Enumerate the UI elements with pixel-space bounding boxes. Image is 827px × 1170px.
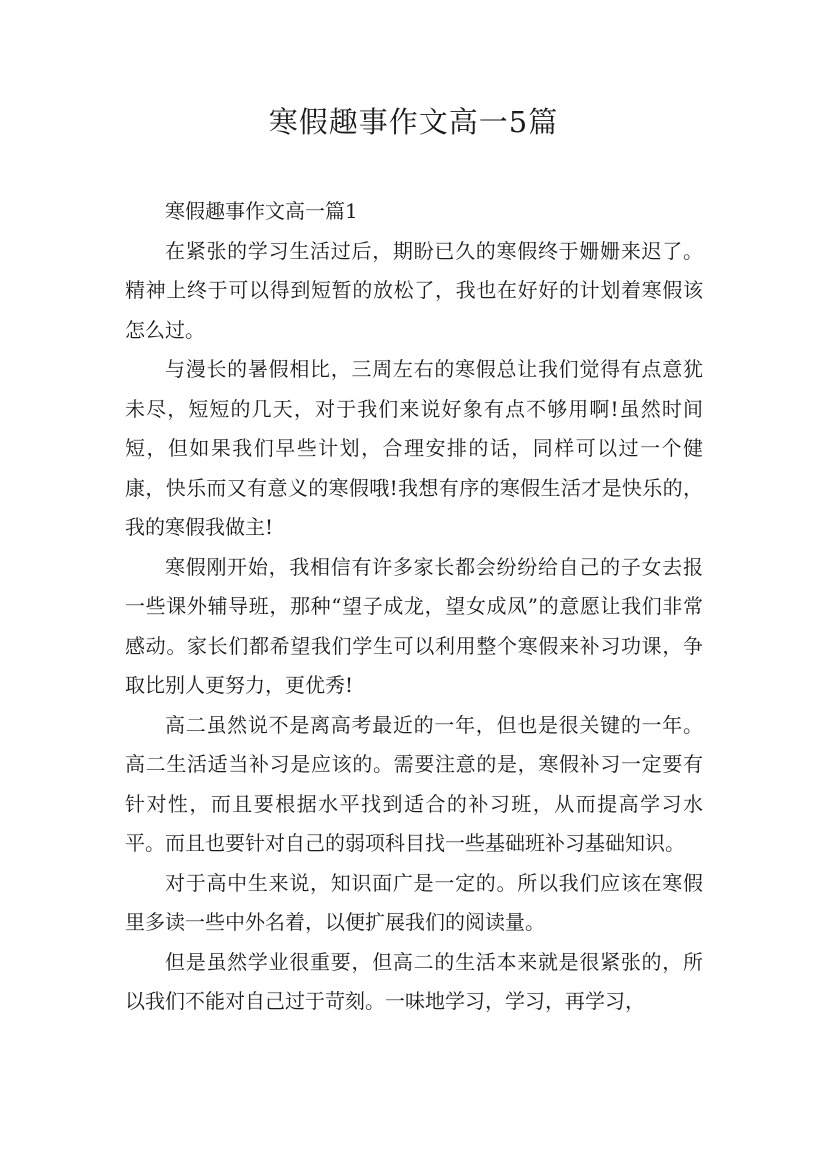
- paragraph-6: 但是虽然学业很重要，但高二的生活本来就是很紧张的，所以我们不能对自己过于苛刻。一味地学习，学习，再学习，: [125, 949, 703, 1013]
- paragraph-5: 对于高中生来说，知识面广是一定的。所以我们应该在寒假里多读一些中外名着，以便扩展我们的阅读量。: [125, 870, 703, 934]
- document-title: 寒假趣事作文高一5篇: [268, 105, 559, 139]
- paragraph-1: 在紧张的学习生活过后，期盼已久的寒假终于姗姗来迟了。精神上终于可以得到短暂的放松了，我也在好好的计划着寒假该怎么过。: [125, 238, 703, 342]
- paragraph-3: 寒假刚开始，我相信有许多家长都会纷纷给自己的子女去报一些课外辅导班，那种“望子成龙，望女成凤”的意愿让我们非常感动。家长们都希望我们学生可以利用整个寒假来补习功课，争取比别人更努力，更优秀!: [125, 554, 703, 697]
- section-heading: 寒假趣事作文高一篇1: [165, 199, 358, 223]
- paragraph-2: 与漫长的暑假相比，三周左右的寒假总让我们觉得有点意犹未尽，短短的几天，对于我们来说好象有点不够用啊!虽然时间短，但如果我们早些计划，合理安排的话，同样可以过一个健康，快乐而又有意义的寒假哦!我想有序的寒假生活才是快乐的，我的寒假我做主!: [125, 357, 703, 539]
- paragraph-4: 高二虽然说不是离高考最近的一年，但也是很关键的一年。高二生活适当补习是应该的。需要注意的是，寒假补习一定要有针对性，而且要根据水平找到适合的补习班，从而提高学习水平。而且也要针对自己的弱项科目找一些基础班补习基础知识。: [125, 712, 703, 855]
- document-body: [125, 192, 703, 1022]
